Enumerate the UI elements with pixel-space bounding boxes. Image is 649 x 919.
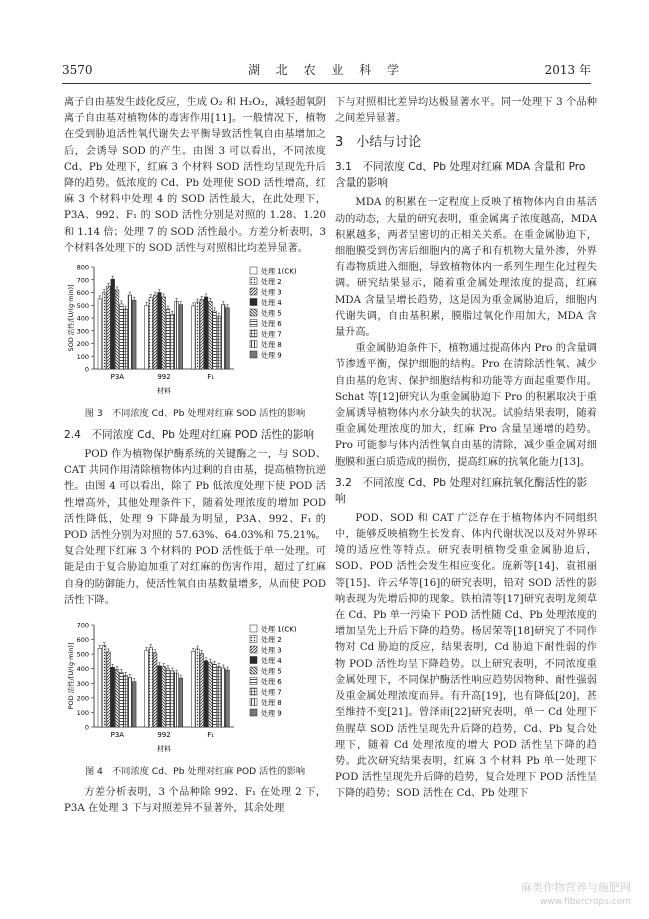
bar [179,678,183,727]
legend-label: 处理 7 [261,330,282,339]
x-axis-label: 材料 [157,745,171,754]
legend-label: 处理 1(CK) [261,267,297,276]
x-tick-label: 992 [157,373,171,382]
y-tick-label: 800 [76,263,89,272]
paragraph: 离子自由基发生歧化反应，生成 O₂ 和 H₂O₂，减轻超氧阴离子自由基对植物体的毒害作用[11]。一般情况下，植物在受到胁迫活性氧代谢失去平衡导致活性氧自由基增加之后，会诱导 SOD 的产生。由图 3 可以看出，不同浓度 Cd、Pb 处理下，红麻 3 个材料 SOD 活性均呈现先升后降的趋势。低浓度的 Cd、Pb 处理使 SOD 活性增高，红麻 3 个材料中处理 4 的 SOD 活性最大，在此处理下，P3A、992、F₁ 的 SOD 活性分别是对照的 1.28、1.20 和 1.14 倍；处理 7 的 SOD 活性最小。方差分析表明，3 个材料各处理下的 SOD 活性与对照相比均差异显著。 [64,97,326,254]
figure-4-caption: 图 4 不同浓度 Cd、Pb 处理对红麻 POD 活性的影响 [84,766,306,778]
figure-4-pod-chart [64,615,326,763]
legend-swatch [250,278,257,285]
legend-label: 处理 2 [261,278,282,287]
x-tick-label: F₁ [207,731,215,740]
legend-swatch [250,341,257,348]
bar [158,666,162,727]
bar [226,308,230,369]
bar [115,670,119,728]
legend-swatch [250,688,257,695]
bar [98,299,102,369]
bar [98,648,102,727]
y-tick-label: 0 [84,723,89,732]
bar [149,648,153,727]
right-column [335,95,597,803]
bar [132,682,136,727]
x-tick-label: P3A [110,373,125,382]
legend-swatch [250,309,257,316]
legend-swatch [250,646,257,653]
section-3-heading: 3 小结与讨论 [335,135,422,151]
watermark-url: www.fibercrops.com [540,897,631,907]
watermark-title: 麻类作物营养与施肥网 [521,881,631,894]
bar [111,667,115,727]
bar [179,305,183,369]
legend-label: 处理 2 [261,636,282,645]
bar [166,669,170,727]
y-tick-label: 200 [76,340,89,349]
section-3-1-heading: 3.1 不同浓度 Cd、Pb 处理对红麻 MDA 含量和 Pro 含量的影响 [335,161,586,190]
bar [107,652,111,727]
bar [102,645,106,727]
legend-swatch [250,657,257,664]
bar [221,305,225,369]
figure-3-sod-chart [64,257,326,405]
legend-label: 处理 4 [261,657,282,666]
legend-label: 处理 3 [261,288,282,297]
bar [119,304,123,369]
bar [209,662,213,727]
bar [128,678,132,728]
section-3-2-heading: 3.2 不同浓度 Cd、Pb 处理对红麻抗氧化酶活性的影响 [335,476,588,505]
sod-bar-chart-svg [64,257,326,405]
legend-swatch [250,709,257,716]
bar [196,302,200,369]
legend-label: 处理 3 [261,646,282,655]
bar [196,649,200,727]
header-rule [62,83,591,84]
legend-label: 处理 5 [261,309,282,318]
bar [128,295,132,369]
legend-swatch [250,625,257,632]
paragraph: POD 作为植物保护酶系统的关键酶之一，与 SOD、CAT 共同作用清除植物体内过剩的自由基，提高植物抗逆性。由图 4 可以看出，除了 Pb 低浓度处理下使 POD 活性增高外，其他处理条件下，随着处理浓度的增加 POD 活性降低，处理 9 下降最为明显，P3A、992、F₁ 的 POD 活性分别为对照的 57.63%、64.03%和 75.21%。复合处理下红麻 3 个材料的 POD 活性低于单一处理。可能是由于复合胁迫加重了对红麻的伤害作用，超过了红麻自身的防御能力，使活性氧自由基数量增多，从而使 POD 活性下降。 [64,449,326,606]
y-tick-label: 600 [76,636,89,645]
legend-swatch [250,330,257,337]
legend-label: 处理 8 [261,699,282,708]
y-tick-label: 300 [76,679,89,688]
x-axis-label: 材料 [157,387,171,396]
legend-swatch [250,667,257,674]
page-number: 3570 [62,63,93,77]
legend-swatch [250,288,257,295]
legend-label: 处理 8 [261,341,282,350]
y-tick-label: 0 [84,365,89,374]
y-tick-label: 400 [76,314,89,323]
bar [132,300,136,369]
bar [153,653,157,727]
page-header [62,60,591,80]
bar [158,293,162,370]
bar [217,667,221,727]
legend-swatch [250,299,257,306]
bar [213,311,217,369]
legend-swatch [250,699,257,706]
paragraph: 重金属胁迫条件下，植物通过提高体内 Pro 的含量调节渗透平衡，保护细胞的结构。Pro 在清除活性氧、减少自由基的危害、保护细胞结构和功能等方面起重要作用。Schat 等[12]研究认为重金属胁迫下 Pro 的积累取决于重金属诱导植物体内水分缺失的状况。试验结果表明，随着重金属处理浓度的加大，红麻 Pro 含量呈递增的趋势。Pro 可能参与体内活性氧自由基的清除，减少重金属对细胞膜和蛋白质造成的损伤，提高红麻的抗氧化能力[13]。 [335,343,597,468]
bar [170,671,174,727]
bar [217,316,221,369]
pod-bar-chart-svg [64,615,326,763]
bar [166,309,170,369]
bar [200,300,204,369]
bar [170,314,174,369]
legend-label: 处理 6 [261,320,282,329]
legend-swatch [250,351,257,358]
left-column [64,95,326,817]
y-tick-label: 600 [76,289,89,298]
legend-swatch [250,636,257,643]
bar [191,651,195,727]
bar [204,297,208,369]
legend-swatch [250,267,257,274]
bar [107,286,111,369]
x-tick-label: F₁ [207,373,215,382]
legend-label: 处理 7 [261,688,282,697]
bar [221,668,225,727]
y-tick-label: 100 [76,352,89,361]
legend-swatch [250,320,257,327]
paragraph: 下与对照相比差异均达极显著水平。同一处理下 3 个品种之间差异显著。 [335,97,597,125]
y-tick-label: 500 [76,301,89,310]
bar [124,309,128,369]
bar [204,661,208,727]
bar [119,672,123,727]
legend-label: 处理 5 [261,667,282,676]
bar [145,305,149,369]
bar [145,651,149,728]
bar [115,290,119,369]
bar [149,298,153,369]
y-tick-label: 300 [76,327,89,336]
y-tick-label: 200 [76,694,89,703]
y-axis-label: SOD 活性/[U/(g·min)] [67,284,75,352]
y-tick-label: 700 [76,621,89,630]
x-tick-label: 992 [157,731,171,740]
x-tick-label: P3A [110,731,125,740]
legend-label: 处理 9 [261,709,282,718]
bar [175,673,179,727]
bar [162,667,166,727]
bar [200,653,204,727]
issue-year: 2013 年 [544,63,591,77]
bar [175,301,179,369]
bar [153,295,157,369]
bar [209,301,213,369]
legend-label: 处理 6 [261,678,282,687]
y-tick-label: 400 [76,665,89,674]
legend-label: 处理 1(CK) [261,625,297,634]
y-axis-label: POD 活性/[U/(g·min)] [67,642,75,710]
legend-label: 处理 9 [261,351,282,360]
watermark [521,881,631,909]
y-tick-label: 700 [76,276,89,285]
bar [111,279,115,369]
bar [124,675,128,727]
bar [191,306,195,369]
paragraph: MDA 的积累在一定程度上反映了植物体内自由基活动的动态，大量的研究表明，重金属离子浓度越高，MDA 积累越多，两者呈密切的正相关关系。在重金属胁迫下，细胞膜受到伤害后细胞内的离子和有机物大量外渗，外界有毒物质进入细胞，导致植物体内一系列生理生化过程失调。研究结果显示，随着重金属处理浓度的提高，红麻 MDA 含量呈增长趋势，这是因为重金属胁迫后，细胞内代谢失调，自由基积累，膜脂过氧化作用加大，MDA 含量升高。 [335,197,597,339]
figure-3-caption: 图 3 不同浓度 Cd、Pb 处理对红麻 SOD 活性的影响 [84,408,306,420]
journal-title: 湖 北 农 业 科 学 [247,63,406,77]
paragraph: 方差分析表明，3 个品种除 992、F₁ 在处理 2 下，P3A 在处理 3 下与对照差异不显著外，其余处理 [64,787,326,815]
bar [226,670,230,727]
paragraph: POD、SOD 和 CAT 广泛存在于植物体内不同组织中，能够反映植物生长发育、体内代谢状况以及对外界环境的适应性等特点。研究表明植物受重金属胁迫后，SOD、POD 活性会发生相应变化。庞新等[14]、袁祖丽等[15]、许云华等[16]的研究表明，铅对 SOD 活性的影响表现为先增后抑的现象。铁柏清等[17]研究表明龙须草在 Cd、Pb 单一污染下 POD 活性随 Cd、Pb 处理浓度的增加呈先上升后下降的趋势。杨居荣等[18]研究了不同作物对 Cd 胁迫的反应，结果表明，Cd 胁迫下耐性弱的作物 POD 活性均呈下降趋势。以上研究表明，不同浓度重金属处理下，不同保护酶活性响应趋势因物种、耐性强弱及重金属处理浓度而异。有升高[19]，也有降低[20]，甚至维持不变[21]。曾泽雨[22]研究表明，单一 Cd 处理下鱼腥草 SOD 活性呈现先升后降的趋势，Cd、Pb 复合处理下，随着 Cd 处理浓度的增大 POD 活性呈下降的趋势。此次研究结果表明，红麻 3 个材料 Pb 单一处理下 POD 活性呈现先升后降的趋势，复合处理下 POD 活性呈下降的趋势；SOD 活性在 Cd、Pb 处理下 [335,512,597,800]
bar [102,293,106,370]
bar [213,664,217,727]
legend-label: 处理 4 [261,299,282,308]
bar [162,297,166,369]
y-tick-label: 100 [76,708,89,717]
legend-swatch [250,678,257,685]
section-2-4-heading: 2.4 不同浓度 Cd、Pb 处理对红麻 POD 活性的影响 [64,429,314,442]
y-tick-label: 500 [76,650,89,659]
